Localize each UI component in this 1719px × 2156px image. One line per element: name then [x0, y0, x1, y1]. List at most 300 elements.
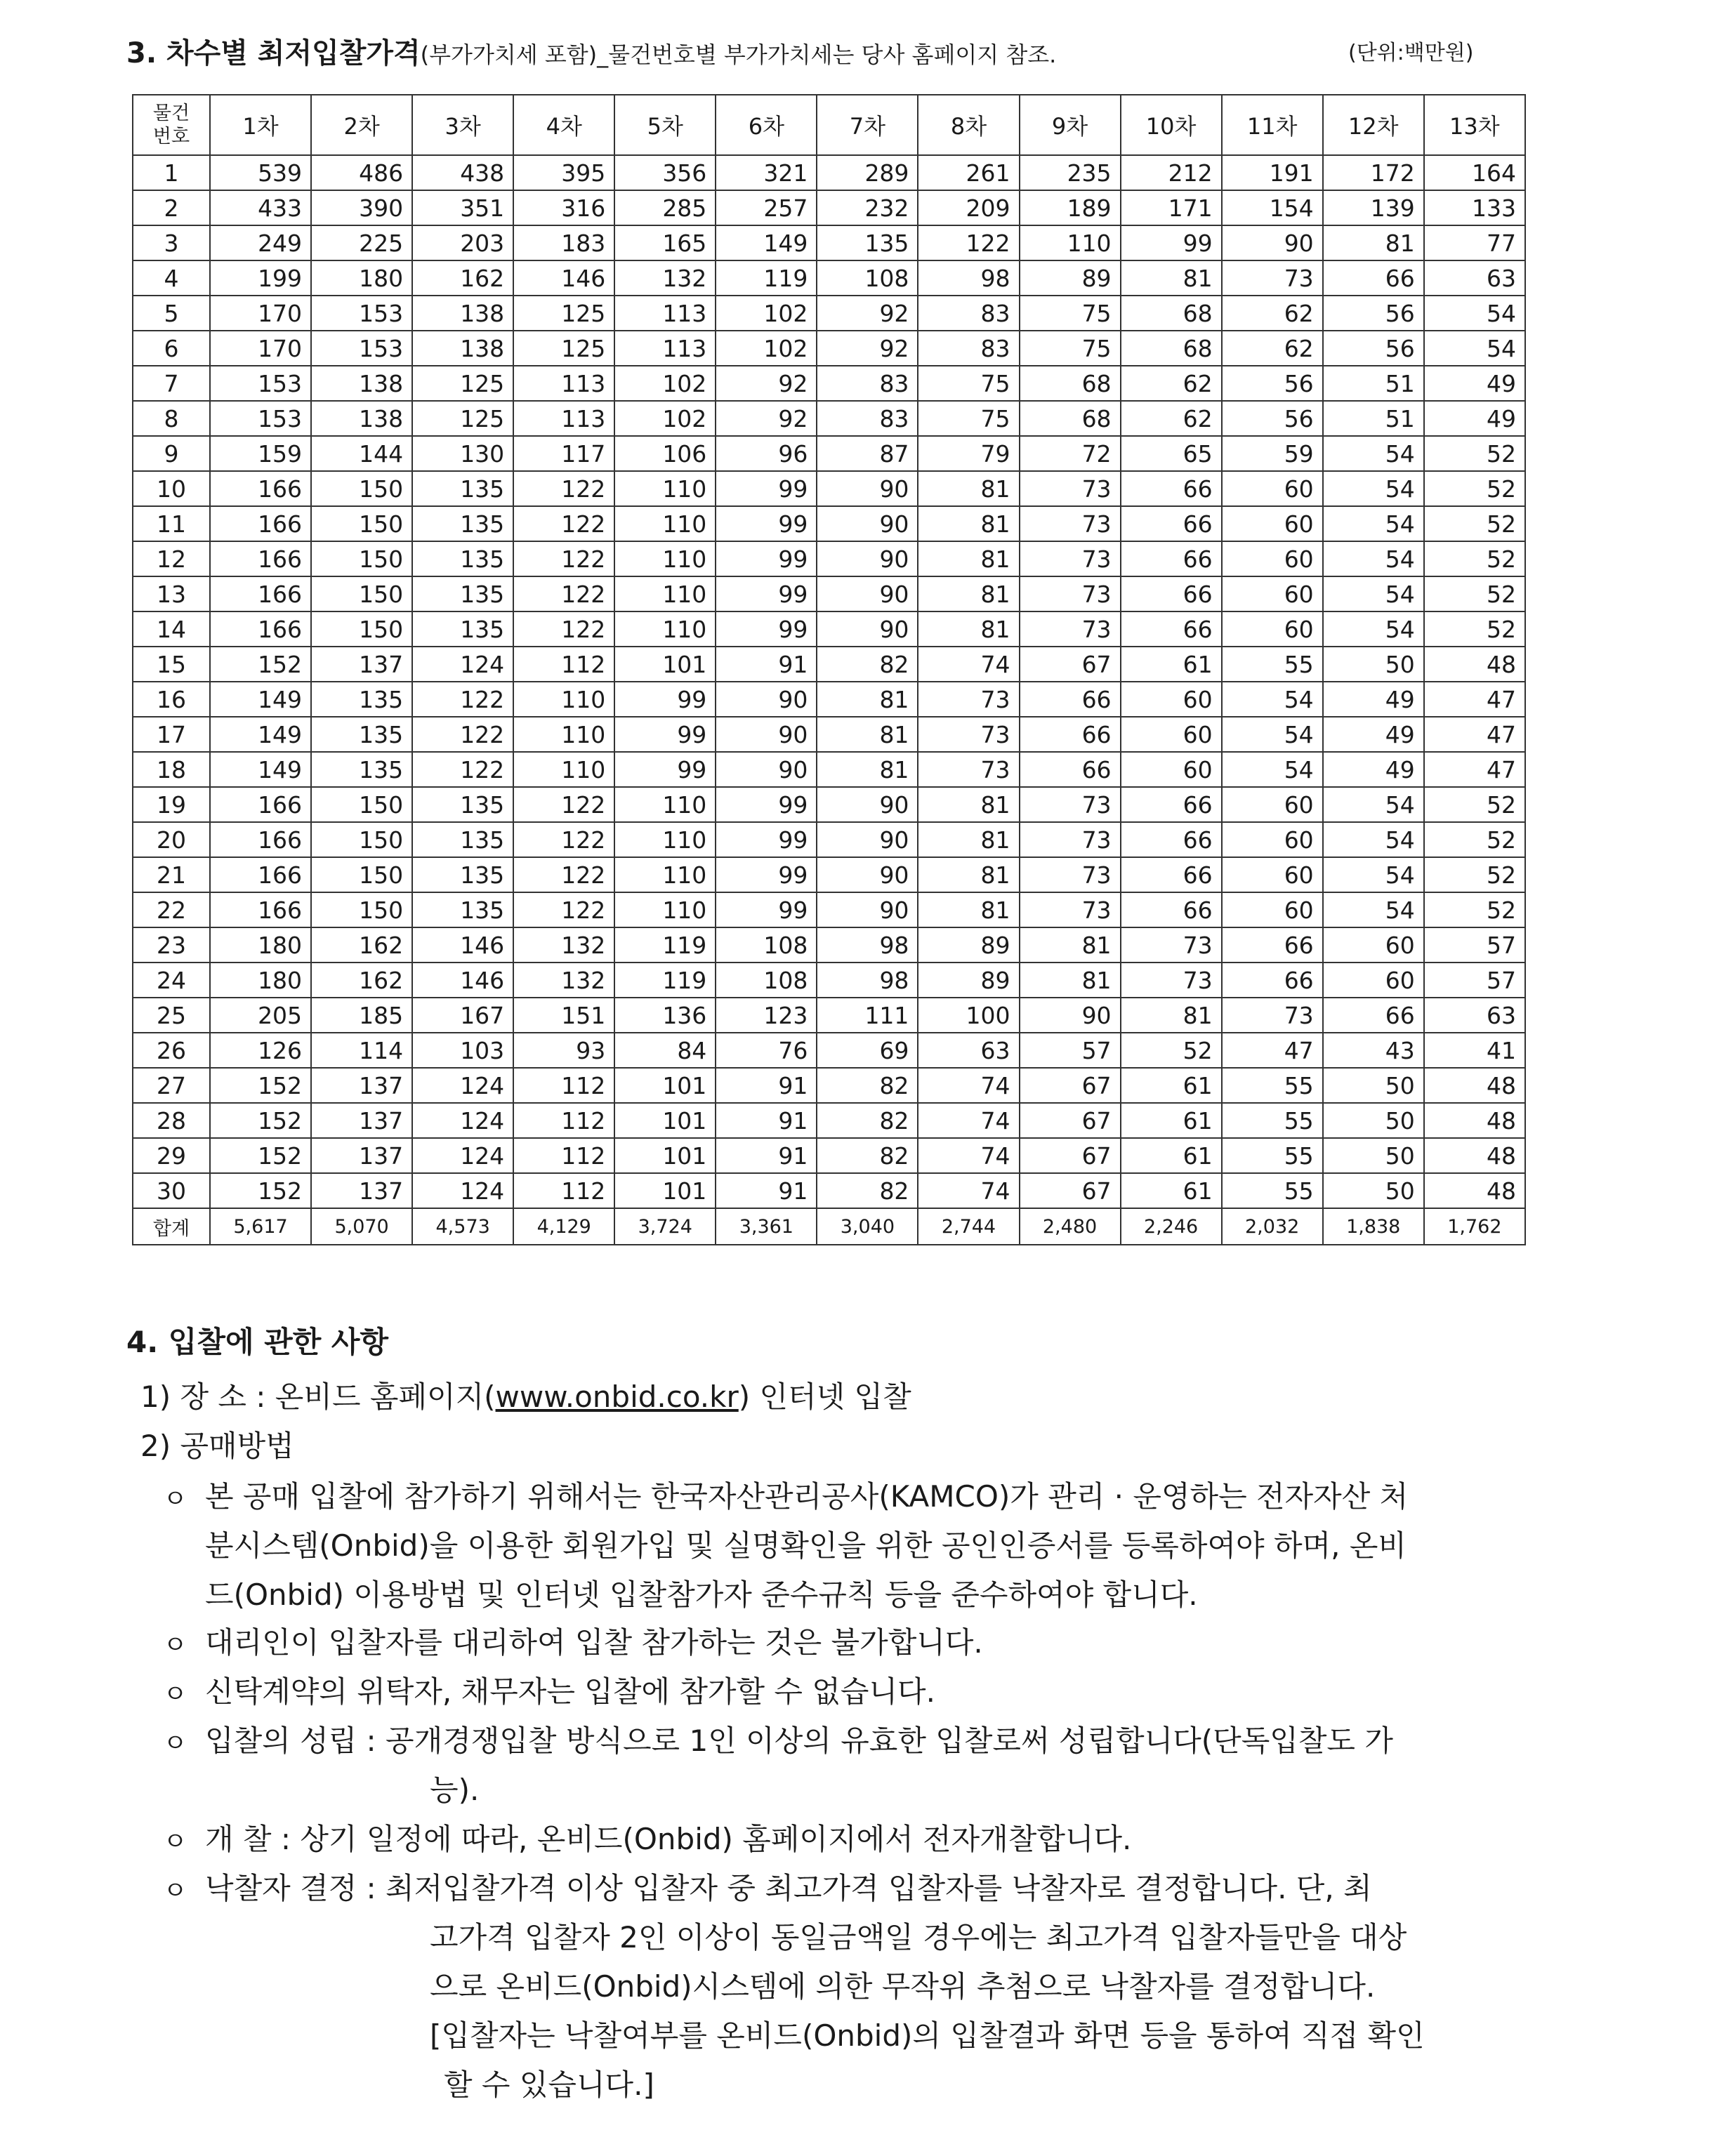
- price-cell: 54: [1323, 471, 1424, 506]
- price-cell: 52: [1424, 787, 1525, 822]
- table-row: [133, 892, 1525, 927]
- price-cell: 108: [716, 927, 817, 963]
- price-cell: 138: [412, 296, 513, 331]
- price-cell: 133: [1424, 190, 1525, 225]
- price-cell: 73: [1020, 506, 1121, 541]
- price-cell: 50: [1323, 647, 1424, 682]
- price-cell: 90: [817, 787, 918, 822]
- minimum-bid-price-table: [132, 94, 1526, 1245]
- price-cell: 91: [716, 647, 817, 682]
- price-cell: 54: [1323, 822, 1424, 857]
- price-cell: 130: [412, 436, 513, 471]
- total-cell: 1,762: [1424, 1208, 1525, 1245]
- header-round-1: 1차: [210, 95, 311, 155]
- price-cell: 75: [918, 366, 1019, 401]
- item-number-cell: 22: [133, 892, 210, 927]
- price-cell: 74: [918, 1138, 1019, 1173]
- table-row: [133, 296, 1525, 331]
- price-cell: 57: [1020, 1033, 1121, 1068]
- price-cell: 122: [918, 225, 1019, 260]
- price-cell: 209: [918, 190, 1019, 225]
- price-cell: 135: [412, 611, 513, 647]
- bullet-5-marker: ㅇ: [163, 1827, 187, 1856]
- price-cell: 73: [1121, 963, 1222, 998]
- price-cell: 60: [1222, 611, 1323, 647]
- price-cell: 92: [817, 331, 918, 366]
- header-round-12: 12차: [1323, 95, 1424, 155]
- item-number-cell: 17: [133, 717, 210, 752]
- price-cell: 52: [1424, 857, 1525, 892]
- price-cell: 351: [412, 190, 513, 225]
- price-cell: 74: [918, 647, 1019, 682]
- item-number-cell: 1: [133, 155, 210, 190]
- price-cell: 135: [412, 787, 513, 822]
- price-cell: 183: [513, 225, 614, 260]
- place-line: [140, 1375, 911, 1420]
- price-cell: 89: [918, 963, 1019, 998]
- price-cell: 232: [817, 190, 918, 225]
- price-cell: 72: [1020, 436, 1121, 471]
- price-cell: 54: [1323, 857, 1424, 892]
- price-cell: 81: [918, 787, 1019, 822]
- price-cell: 61: [1121, 1103, 1222, 1138]
- price-cell: 112: [513, 1068, 614, 1103]
- price-cell: 81: [1020, 963, 1121, 998]
- price-cell: 164: [1424, 155, 1525, 190]
- price-cell: 48: [1424, 1138, 1525, 1173]
- price-cell: 90: [716, 717, 817, 752]
- price-cell: 73: [1020, 576, 1121, 611]
- price-cell: 55: [1222, 1173, 1323, 1208]
- price-cell: 81: [918, 506, 1019, 541]
- price-cell: 66: [1121, 576, 1222, 611]
- price-cell: 51: [1323, 401, 1424, 436]
- price-cell: 81: [817, 682, 918, 717]
- price-cell: 60: [1121, 752, 1222, 787]
- price-cell: 61: [1121, 1138, 1222, 1173]
- price-cell: 74: [918, 1103, 1019, 1138]
- price-cell: 50: [1323, 1103, 1424, 1138]
- price-cell: 137: [311, 1173, 412, 1208]
- price-cell: 62: [1222, 296, 1323, 331]
- item-number-cell: 6: [133, 331, 210, 366]
- price-cell: 63: [1424, 998, 1525, 1033]
- price-cell: 51: [1323, 366, 1424, 401]
- price-cell: 66: [1323, 998, 1424, 1033]
- bullet-6-line-3: 으로 온비드(Onbid)시스템에 의한 무작위 추첨으로 낙찰자를 결정합니다.: [430, 1969, 1376, 2004]
- header-round-13: 13차: [1424, 95, 1525, 155]
- price-cell: 73: [1020, 822, 1121, 857]
- price-cell: 122: [412, 682, 513, 717]
- price-cell: 356: [614, 155, 716, 190]
- price-cell: 68: [1121, 331, 1222, 366]
- price-cell: 60: [1323, 927, 1424, 963]
- table-row: [133, 541, 1525, 576]
- price-cell: 98: [817, 927, 918, 963]
- price-cell: 106: [614, 436, 716, 471]
- price-cell: 166: [210, 576, 311, 611]
- price-cell: 73: [1020, 857, 1121, 892]
- price-cell: 66: [1323, 260, 1424, 296]
- price-cell: 180: [210, 963, 311, 998]
- price-cell: 321: [716, 155, 817, 190]
- place-suffix: ) 인터넷 입찰: [738, 1380, 911, 1414]
- price-cell: 67: [1020, 1103, 1121, 1138]
- bullet-4-marker: ㅇ: [163, 1729, 187, 1758]
- table-row: [133, 787, 1525, 822]
- price-cell: 90: [817, 857, 918, 892]
- price-cell: 108: [716, 963, 817, 998]
- price-cell: 73: [918, 752, 1019, 787]
- price-cell: 60: [1222, 822, 1323, 857]
- price-cell: 136: [614, 998, 716, 1033]
- price-cell: 212: [1121, 155, 1222, 190]
- price-cell: 60: [1222, 857, 1323, 892]
- price-cell: 76: [716, 1033, 817, 1068]
- price-cell: 135: [311, 752, 412, 787]
- price-cell: 60: [1121, 717, 1222, 752]
- price-cell: 152: [210, 1103, 311, 1138]
- table-row: [133, 857, 1525, 892]
- header-round-10: 10차: [1121, 95, 1222, 155]
- total-cell: 2,032: [1222, 1208, 1323, 1245]
- price-cell: 81: [1020, 927, 1121, 963]
- price-cell: 203: [412, 225, 513, 260]
- table-row: [133, 331, 1525, 366]
- price-cell: 90: [817, 611, 918, 647]
- price-cell: 61: [1121, 647, 1222, 682]
- item-number-cell: 29: [133, 1138, 210, 1173]
- price-cell: 122: [513, 857, 614, 892]
- price-cell: 172: [1323, 155, 1424, 190]
- price-cell: 56: [1323, 296, 1424, 331]
- price-cell: 110: [614, 611, 716, 647]
- price-cell: 54: [1323, 506, 1424, 541]
- item-number-cell: 15: [133, 647, 210, 682]
- bullet-6-line-2: 고가격 입찰자 2인 이상이 동일금액일 경우에는 최고가격 입찰자들만을 대상: [430, 1920, 1407, 1955]
- price-cell: 99: [716, 611, 817, 647]
- price-cell: 90: [716, 752, 817, 787]
- price-cell: 54: [1323, 436, 1424, 471]
- price-cell: 56: [1222, 366, 1323, 401]
- price-cell: 150: [311, 541, 412, 576]
- table-row: [133, 506, 1525, 541]
- price-cell: 152: [210, 1138, 311, 1173]
- item-number-cell: 7: [133, 366, 210, 401]
- price-cell: 162: [311, 963, 412, 998]
- price-cell: 153: [311, 296, 412, 331]
- price-cell: 124: [412, 1138, 513, 1173]
- price-cell: 90: [817, 576, 918, 611]
- bullet-1-line-3: 드(Onbid) 이용방법 및 인터넷 입찰참가자 준수규칙 등을 준수하여야 합니다.: [205, 1578, 1198, 1612]
- price-cell: 171: [1121, 190, 1222, 225]
- price-cell: 110: [614, 506, 716, 541]
- price-cell: 150: [311, 611, 412, 647]
- price-cell: 54: [1424, 296, 1525, 331]
- price-cell: 149: [210, 752, 311, 787]
- price-cell: 52: [1424, 892, 1525, 927]
- price-cell: 132: [513, 963, 614, 998]
- price-cell: 99: [716, 506, 817, 541]
- price-cell: 54: [1424, 331, 1525, 366]
- price-cell: 55: [1222, 1068, 1323, 1103]
- price-cell: 66: [1121, 857, 1222, 892]
- price-cell: 75: [1020, 296, 1121, 331]
- price-cell: 54: [1323, 892, 1424, 927]
- price-cell: 112: [513, 647, 614, 682]
- price-cell: 65: [1121, 436, 1222, 471]
- item-number-cell: 26: [133, 1033, 210, 1068]
- price-cell: 108: [817, 260, 918, 296]
- price-cell: 180: [311, 260, 412, 296]
- table-row: [133, 611, 1525, 647]
- table-row: [133, 155, 1525, 190]
- item-number-cell: 30: [133, 1173, 210, 1208]
- item-number-cell: 28: [133, 1103, 210, 1138]
- price-cell: 96: [716, 436, 817, 471]
- price-cell: 113: [513, 401, 614, 436]
- price-cell: 539: [210, 155, 311, 190]
- bullet-1-marker: ㅇ: [163, 1485, 187, 1514]
- price-cell: 114: [311, 1033, 412, 1068]
- price-cell: 73: [1020, 611, 1121, 647]
- price-cell: 99: [614, 682, 716, 717]
- table-row: [133, 822, 1525, 857]
- price-cell: 110: [614, 822, 716, 857]
- price-cell: 124: [412, 1068, 513, 1103]
- table-row: [133, 1138, 1525, 1173]
- price-cell: 316: [513, 190, 614, 225]
- bullet-2-line: 대리인이 입찰자를 대리하여 입찰 참가하는 것은 불가합니다.: [205, 1625, 983, 1660]
- price-cell: 111: [817, 998, 918, 1033]
- price-cell: 99: [716, 576, 817, 611]
- section3-title: 3. 차수별 최저입찰가격: [126, 37, 421, 70]
- table-row: [133, 436, 1525, 471]
- price-cell: 66: [1121, 506, 1222, 541]
- price-cell: 67: [1020, 647, 1121, 682]
- price-cell: 54: [1323, 541, 1424, 576]
- price-cell: 135: [311, 682, 412, 717]
- price-cell: 112: [513, 1138, 614, 1173]
- price-cell: 119: [614, 963, 716, 998]
- table-row: [133, 1103, 1525, 1138]
- price-cell: 68: [1121, 296, 1222, 331]
- price-cell: 135: [412, 822, 513, 857]
- table-row: [133, 260, 1525, 296]
- item-number-cell: 9: [133, 436, 210, 471]
- price-cell: 55: [1222, 1103, 1323, 1138]
- price-cell: 122: [513, 541, 614, 576]
- price-cell: 73: [1020, 541, 1121, 576]
- price-cell: 162: [311, 927, 412, 963]
- table-row: [133, 471, 1525, 506]
- price-cell: 73: [918, 682, 1019, 717]
- price-cell: 189: [1020, 190, 1121, 225]
- price-cell: 165: [614, 225, 716, 260]
- price-cell: 166: [210, 506, 311, 541]
- price-cell: 433: [210, 190, 311, 225]
- table-row: [133, 190, 1525, 225]
- price-cell: 49: [1424, 401, 1525, 436]
- price-cell: 126: [210, 1033, 311, 1068]
- price-cell: 135: [412, 541, 513, 576]
- price-cell: 66: [1121, 822, 1222, 857]
- price-cell: 92: [716, 366, 817, 401]
- price-cell: 75: [1020, 331, 1121, 366]
- price-cell: 162: [412, 260, 513, 296]
- price-cell: 81: [817, 752, 918, 787]
- price-cell: 125: [412, 401, 513, 436]
- header-round-2: 2차: [311, 95, 412, 155]
- price-cell: 67: [1020, 1068, 1121, 1103]
- item-number-cell: 24: [133, 963, 210, 998]
- price-cell: 102: [716, 296, 817, 331]
- price-cell: 52: [1424, 436, 1525, 471]
- price-cell: 43: [1323, 1033, 1424, 1068]
- table-row: [133, 1068, 1525, 1103]
- price-cell: 124: [412, 1103, 513, 1138]
- price-cell: 99: [716, 822, 817, 857]
- price-cell: 486: [311, 155, 412, 190]
- price-cell: 150: [311, 471, 412, 506]
- price-cell: 122: [412, 717, 513, 752]
- price-cell: 110: [513, 717, 614, 752]
- total-cell: 4,573: [412, 1208, 513, 1245]
- price-cell: 52: [1424, 611, 1525, 647]
- price-cell: 60: [1222, 471, 1323, 506]
- price-cell: 99: [716, 892, 817, 927]
- section4-heading: 4. 입찰에 관한 사항: [126, 1325, 389, 1359]
- onbid-link[interactable]: www.onbid.co.kr: [495, 1380, 739, 1414]
- header-round-11: 11차: [1222, 95, 1323, 155]
- price-cell: 101: [614, 1173, 716, 1208]
- item-number-cell: 10: [133, 471, 210, 506]
- price-cell: 49: [1323, 752, 1424, 787]
- price-cell: 146: [412, 963, 513, 998]
- price-cell: 49: [1424, 366, 1525, 401]
- price-cell: 68: [1020, 366, 1121, 401]
- price-cell: 41: [1424, 1033, 1525, 1068]
- price-cell: 73: [1020, 892, 1121, 927]
- price-cell: 68: [1020, 401, 1121, 436]
- price-cell: 55: [1222, 647, 1323, 682]
- bullet-6-marker: ㅇ: [163, 1877, 187, 1905]
- price-cell: 81: [1323, 225, 1424, 260]
- price-cell: 138: [311, 366, 412, 401]
- price-cell: 54: [1222, 752, 1323, 787]
- price-cell: 110: [513, 682, 614, 717]
- price-cell: 47: [1424, 682, 1525, 717]
- price-cell: 60: [1222, 892, 1323, 927]
- total-cell: 5,617: [210, 1208, 311, 1245]
- total-cell: 3,724: [614, 1208, 716, 1245]
- price-cell: 91: [716, 1138, 817, 1173]
- price-cell: 81: [1121, 260, 1222, 296]
- price-cell: 249: [210, 225, 311, 260]
- price-cell: 150: [311, 857, 412, 892]
- table-row: [133, 1033, 1525, 1068]
- price-cell: 47: [1424, 752, 1525, 787]
- price-cell: 57: [1424, 927, 1525, 963]
- header-round-5: 5차: [614, 95, 716, 155]
- price-cell: 139: [1323, 190, 1424, 225]
- price-cell: 112: [513, 1103, 614, 1138]
- price-cell: 122: [513, 822, 614, 857]
- price-cell: 48: [1424, 647, 1525, 682]
- price-cell: 113: [513, 366, 614, 401]
- item-number-cell: 19: [133, 787, 210, 822]
- price-cell: 74: [918, 1068, 1019, 1103]
- price-cell: 69: [817, 1033, 918, 1068]
- price-cell: 56: [1222, 401, 1323, 436]
- item-number-cell: 11: [133, 506, 210, 541]
- price-cell: 225: [311, 225, 412, 260]
- table-row: [133, 927, 1525, 963]
- price-cell: 166: [210, 611, 311, 647]
- price-cell: 47: [1222, 1033, 1323, 1068]
- bullet-3-line: 신탁계약의 위탁자, 채무자는 입찰에 참가할 수 없습니다.: [205, 1674, 935, 1709]
- price-cell: 54: [1222, 682, 1323, 717]
- total-cell: 4,129: [513, 1208, 614, 1245]
- price-cell: 82: [817, 647, 918, 682]
- price-cell: 83: [918, 331, 1019, 366]
- header-round-4: 4차: [513, 95, 614, 155]
- price-cell: 122: [513, 787, 614, 822]
- price-cell: 285: [614, 190, 716, 225]
- item-number-cell: 3: [133, 225, 210, 260]
- item-number-cell: 20: [133, 822, 210, 857]
- price-cell: 113: [614, 331, 716, 366]
- table-row: [133, 998, 1525, 1033]
- price-cell: 50: [1323, 1173, 1424, 1208]
- price-cell: 52: [1424, 471, 1525, 506]
- item-number-cell: 12: [133, 541, 210, 576]
- price-cell: 48: [1424, 1103, 1525, 1138]
- price-cell: 261: [918, 155, 1019, 190]
- bullet-6-line-4: [입찰자는 낙찰여부를 온비드(Onbid)의 입찰결과 화면 등을 통하여 직접 확인: [430, 2018, 1425, 2053]
- table-row: [133, 576, 1525, 611]
- price-cell: 81: [918, 822, 1019, 857]
- price-cell: 81: [1121, 998, 1222, 1033]
- price-cell: 98: [817, 963, 918, 998]
- price-cell: 81: [918, 576, 1019, 611]
- price-cell: 138: [412, 331, 513, 366]
- price-cell: 73: [1020, 471, 1121, 506]
- total-label: 합계: [133, 1208, 210, 1245]
- price-cell: 135: [412, 576, 513, 611]
- price-cell: 75: [918, 401, 1019, 436]
- price-cell: 99: [1121, 225, 1222, 260]
- price-cell: 77: [1424, 225, 1525, 260]
- price-cell: 149: [716, 225, 817, 260]
- section3-note: (부가가치세 포함)_물건번호별 부가가치세는 당사 홈페이지 참조.: [420, 41, 1057, 68]
- item-number-cell: 16: [133, 682, 210, 717]
- price-cell: 81: [817, 717, 918, 752]
- price-cell: 99: [716, 857, 817, 892]
- price-cell: 66: [1222, 927, 1323, 963]
- item-number-cell: 2: [133, 190, 210, 225]
- price-cell: 92: [716, 401, 817, 436]
- header-item-number: [133, 95, 210, 155]
- bullet-1-line-1: 본 공매 입찰에 참가하기 위해서는 한국자산관리공사(KAMCO)가 관리 · 운영하는 전자자산 처: [205, 1479, 1409, 1514]
- price-cell: 79: [918, 436, 1019, 471]
- price-cell: 235: [1020, 155, 1121, 190]
- bullet-1-line-2: 분시스템(Onbid)을 이용한 회원가입 및 실명확인을 위한 공인인증서를 등록하여야 하며, 온비: [205, 1528, 1407, 1563]
- price-cell: 54: [1222, 717, 1323, 752]
- price-cell: 91: [716, 1068, 817, 1103]
- header-item-number-line2: 번호: [152, 126, 190, 147]
- price-cell: 52: [1424, 576, 1525, 611]
